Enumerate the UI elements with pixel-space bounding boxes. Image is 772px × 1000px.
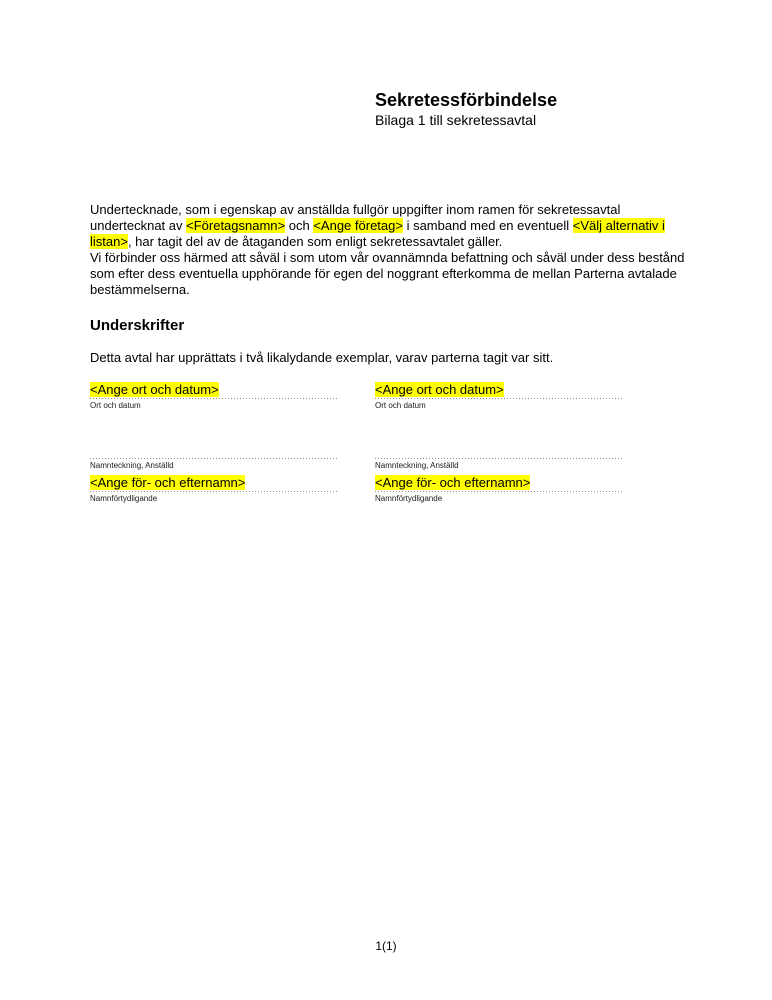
- page-number: 1(1): [375, 939, 397, 953]
- signature-label: Namnteckning, Anställd: [90, 461, 174, 470]
- signatures-intro: Detta avtal har upprättats i två likalydande exemplar, varav parterna tagit var sitt.: [90, 350, 554, 365]
- title-block: [375, 90, 557, 129]
- name-field: [375, 475, 622, 504]
- signature-grid: [90, 382, 623, 504]
- intro-text-3: i samband med en eventuell: [402, 218, 573, 233]
- placeholder-company-name[interactable]: <Företagsnamn>: [186, 218, 286, 233]
- signature-space: [90, 411, 337, 457]
- document-title: Sekretessförbindelse: [375, 90, 558, 110]
- intro-text-1: Undertecknade, som i egenskap av anställda fullgör uppgifter inom ramen för sekretessavtal undertecknat av: [90, 202, 621, 233]
- place-date-field: [90, 382, 337, 411]
- signature-column-left: [90, 382, 337, 504]
- signature-field: [375, 457, 622, 471]
- name-value: [375, 475, 622, 490]
- signatures-heading: Underskrifter: [90, 317, 185, 334]
- placeholder-place-date[interactable]: <Ange ort och datum>: [375, 382, 504, 397]
- placeholder-list-option[interactable]: <Välj alternativ i listan>: [90, 218, 665, 249]
- name-label: Namnförtydligande: [375, 494, 443, 503]
- place-date-field: [375, 382, 622, 411]
- document-subtitle: Bilaga 1 till sekretessavtal: [375, 112, 537, 128]
- placeholder-enter-company[interactable]: <Ange företag>: [313, 218, 403, 233]
- name-value: [90, 475, 337, 490]
- intro-text-2: och: [285, 218, 314, 233]
- name-label: Namnförtydligande: [90, 494, 158, 503]
- signature-label: Namnteckning, Anställd: [375, 461, 459, 470]
- placeholder-full-name[interactable]: <Ange för- och efternamn>: [90, 475, 246, 490]
- place-date-label: Ort och datum: [90, 401, 141, 410]
- intro-paragraph: [90, 202, 692, 250]
- placeholder-place-date[interactable]: <Ange ort och datum>: [90, 382, 219, 397]
- obligation-paragraph: Vi förbinder oss härmed att såväl i som utom vår ovannämnda befattning och såväl under dess bestånd som efter dess eventuella upphörande för egen del noggrant efterkomma de mellan Parterna avtalade bestämmelserna.: [90, 250, 685, 297]
- signature-space: [375, 411, 622, 457]
- placeholder-full-name[interactable]: <Ange för- och efternamn>: [375, 475, 531, 490]
- signature-column-right: [375, 382, 622, 504]
- place-date-label: Ort och datum: [375, 401, 426, 410]
- intro-text-4: , har tagit del av de åtaganden som enligt sekretessavtalet gäller.: [127, 234, 503, 249]
- name-field: [90, 475, 337, 504]
- place-date-value: [375, 382, 622, 397]
- body-text: [90, 202, 692, 298]
- signature-field: [90, 457, 337, 471]
- place-date-value: [90, 382, 337, 397]
